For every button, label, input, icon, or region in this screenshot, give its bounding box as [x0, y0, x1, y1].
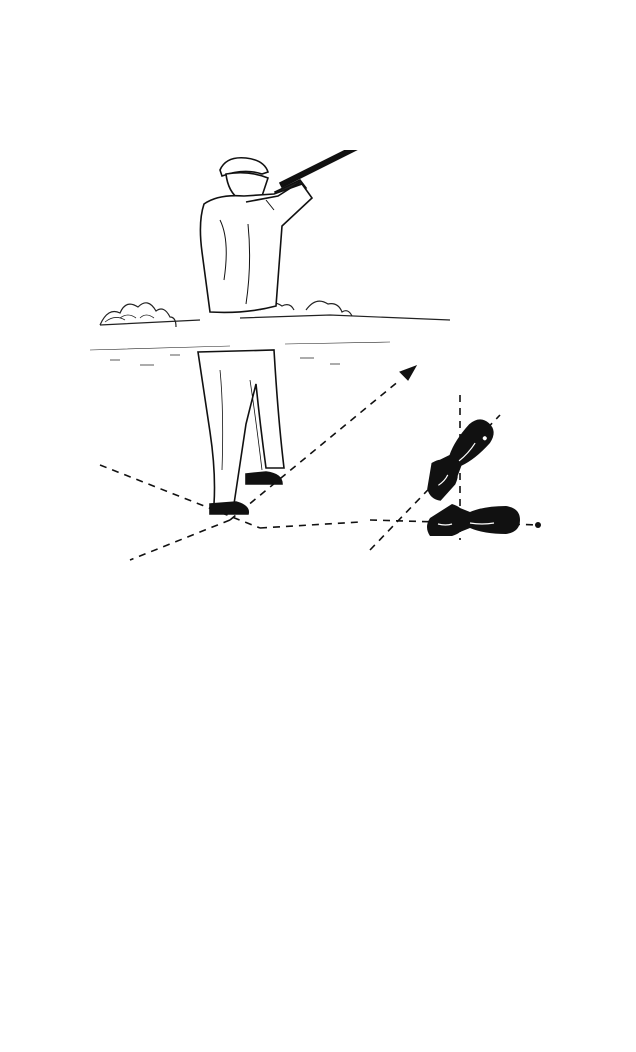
left-footprint [415, 412, 501, 503]
foot-angle-lines [100, 380, 540, 560]
end-dot [535, 522, 541, 528]
figure-shooter-illustration [70, 150, 570, 580]
target-arrow [400, 366, 416, 380]
right-footprint [427, 504, 520, 536]
shooter-figure [198, 150, 394, 514]
footprints-diagram [415, 412, 541, 536]
